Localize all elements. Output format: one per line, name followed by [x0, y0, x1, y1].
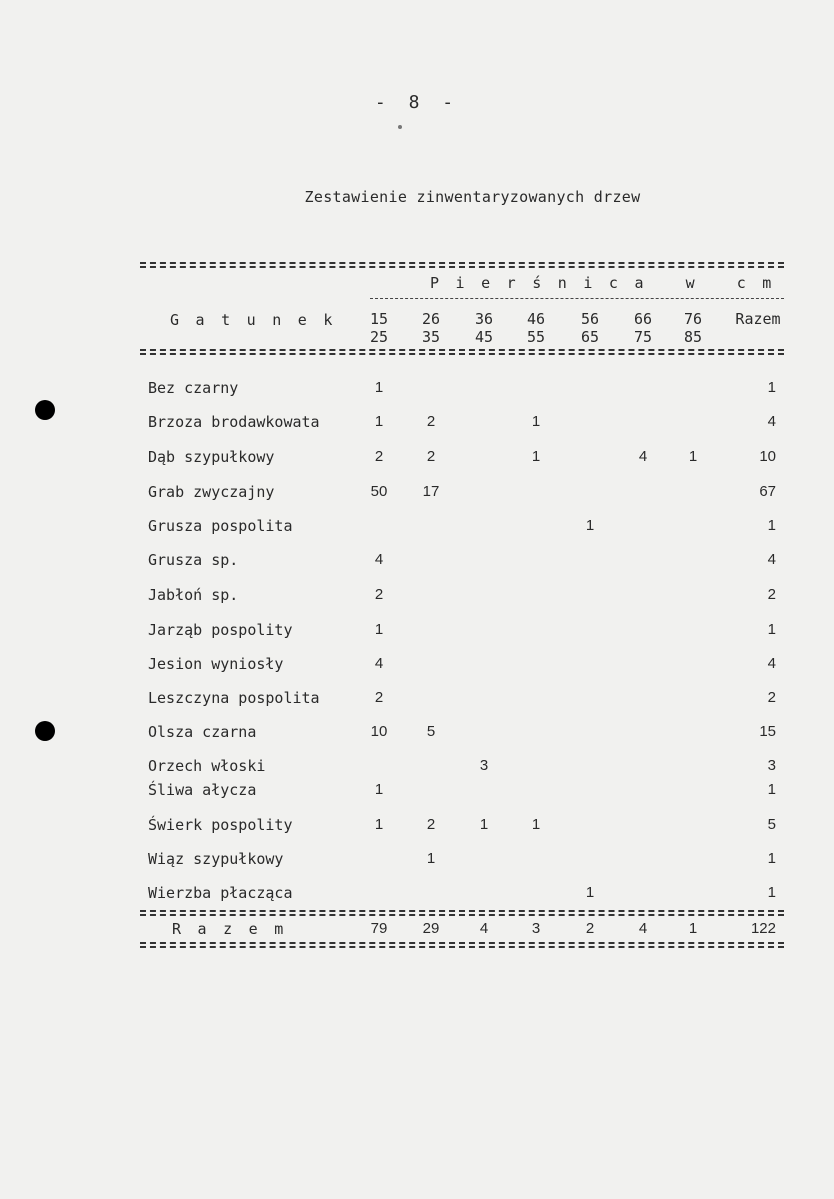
- diameter-group-header: P i e r ś n i c a w c m: [430, 274, 776, 292]
- row-total: 1: [767, 621, 776, 638]
- species-name: Brzoza brodawkowata: [148, 413, 320, 431]
- range-to: 75: [633, 328, 653, 346]
- count-cell: 1: [374, 781, 384, 798]
- range-to: 55: [526, 328, 546, 346]
- row-total: 1: [767, 781, 776, 798]
- row-total: 1: [767, 517, 776, 534]
- column-total: 1: [688, 920, 698, 937]
- punch-hole-top: [35, 400, 55, 420]
- row-total: 4: [767, 551, 776, 568]
- count-cell: 1: [374, 379, 384, 396]
- range-from: 36: [474, 310, 494, 328]
- count-cell: 1: [531, 413, 541, 430]
- range-from: 46: [526, 310, 546, 328]
- species-name: Wierzba płacząca: [148, 884, 293, 902]
- species-name: Jarząb pospolity: [148, 621, 293, 639]
- column-total: 79: [370, 920, 388, 937]
- column-total: 29: [422, 920, 440, 937]
- column-total: 2: [585, 920, 595, 937]
- table-top-rule: [140, 262, 784, 268]
- count-cell: 3: [479, 757, 489, 774]
- row-total: 1: [767, 850, 776, 867]
- count-cell: 4: [374, 655, 384, 672]
- diameter-column-header: [359, 310, 399, 346]
- count-cell: 1: [531, 816, 541, 833]
- range-from: 66: [633, 310, 653, 328]
- species-name: Świerk pospolity: [148, 816, 293, 834]
- count-cell: 2: [426, 413, 436, 430]
- ink-dot: [398, 125, 402, 129]
- row-total: 3: [767, 757, 776, 774]
- grand-total: 122: [750, 920, 776, 937]
- count-cell: 4: [638, 448, 648, 465]
- row-total: 5: [767, 816, 776, 833]
- totals-label: R a z e m: [172, 920, 288, 938]
- row-total: 1: [767, 884, 776, 901]
- range-from: 26: [421, 310, 441, 328]
- diameter-column-header: [673, 310, 713, 346]
- page-title: Zestawienie zinwentaryzowanych drzew: [304, 188, 641, 206]
- count-cell: 1: [585, 884, 595, 901]
- count-cell: 10: [370, 723, 388, 740]
- header-divider: [370, 298, 784, 299]
- diameter-column-header: [464, 310, 504, 346]
- count-cell: 1: [374, 816, 384, 833]
- species-name: Leszczyna pospolita: [148, 689, 320, 707]
- species-name: Śliwa ałycza: [148, 781, 257, 799]
- total-column-header: Razem: [735, 310, 781, 328]
- species-name: Grusza sp.: [148, 551, 239, 569]
- diameter-column-header: [516, 310, 556, 346]
- species-name: Grusza pospolita: [148, 517, 293, 535]
- column-total: 3: [531, 920, 541, 937]
- count-cell: 1: [531, 448, 541, 465]
- range-to: 35: [421, 328, 441, 346]
- count-cell: 1: [374, 413, 384, 430]
- count-cell: 1: [585, 517, 595, 534]
- row-total: 2: [767, 689, 776, 706]
- count-cell: 50: [370, 483, 388, 500]
- column-total: 4: [638, 920, 648, 937]
- species-name: Bez czarny: [148, 379, 239, 397]
- diameter-column-header: [623, 310, 663, 346]
- species-name: Olsza czarna: [148, 723, 257, 741]
- range-from: 76: [683, 310, 703, 328]
- row-total: 1: [767, 379, 776, 396]
- count-cell: 1: [688, 448, 698, 465]
- totals-top-rule: [140, 910, 784, 916]
- page-number: - 8 -: [374, 92, 460, 113]
- count-cell: 17: [422, 483, 440, 500]
- count-cell: 1: [426, 850, 436, 867]
- count-cell: 2: [426, 816, 436, 833]
- row-total: 67: [759, 483, 776, 500]
- count-cell: 2: [374, 448, 384, 465]
- header-bottom-rule: [140, 349, 784, 355]
- diameter-column-header: [570, 310, 610, 346]
- row-total: 4: [767, 655, 776, 672]
- species-column-header: G a t u n e k: [170, 311, 337, 329]
- count-cell: 1: [374, 621, 384, 638]
- range-to: 85: [683, 328, 703, 346]
- range-to: 25: [369, 328, 389, 346]
- range-from: 15: [369, 310, 389, 328]
- range-to: 45: [474, 328, 494, 346]
- table-bottom-rule: [140, 942, 784, 948]
- count-cell: 1: [479, 816, 489, 833]
- count-cell: 5: [426, 723, 436, 740]
- row-total: 2: [767, 586, 776, 603]
- species-name: Orzech włoski: [148, 757, 266, 775]
- column-total: 4: [479, 920, 489, 937]
- count-cell: 2: [374, 689, 384, 706]
- punch-hole-bottom: [35, 721, 55, 741]
- species-name: Grab zwyczajny: [148, 483, 275, 501]
- row-total: 4: [767, 413, 776, 430]
- diameter-column-header: [411, 310, 451, 346]
- count-cell: 2: [426, 448, 436, 465]
- row-total: 10: [759, 448, 776, 465]
- species-name: Jesion wyniosły: [148, 655, 284, 673]
- count-cell: 2: [374, 586, 384, 603]
- species-name: Wiąz szypułkowy: [148, 850, 284, 868]
- row-total: 15: [759, 723, 776, 740]
- range-from: 56: [580, 310, 600, 328]
- species-name: Jabłoń sp.: [148, 586, 239, 604]
- count-cell: 4: [374, 551, 384, 568]
- range-to: 65: [580, 328, 600, 346]
- species-name: Dąb szypułkowy: [148, 448, 275, 466]
